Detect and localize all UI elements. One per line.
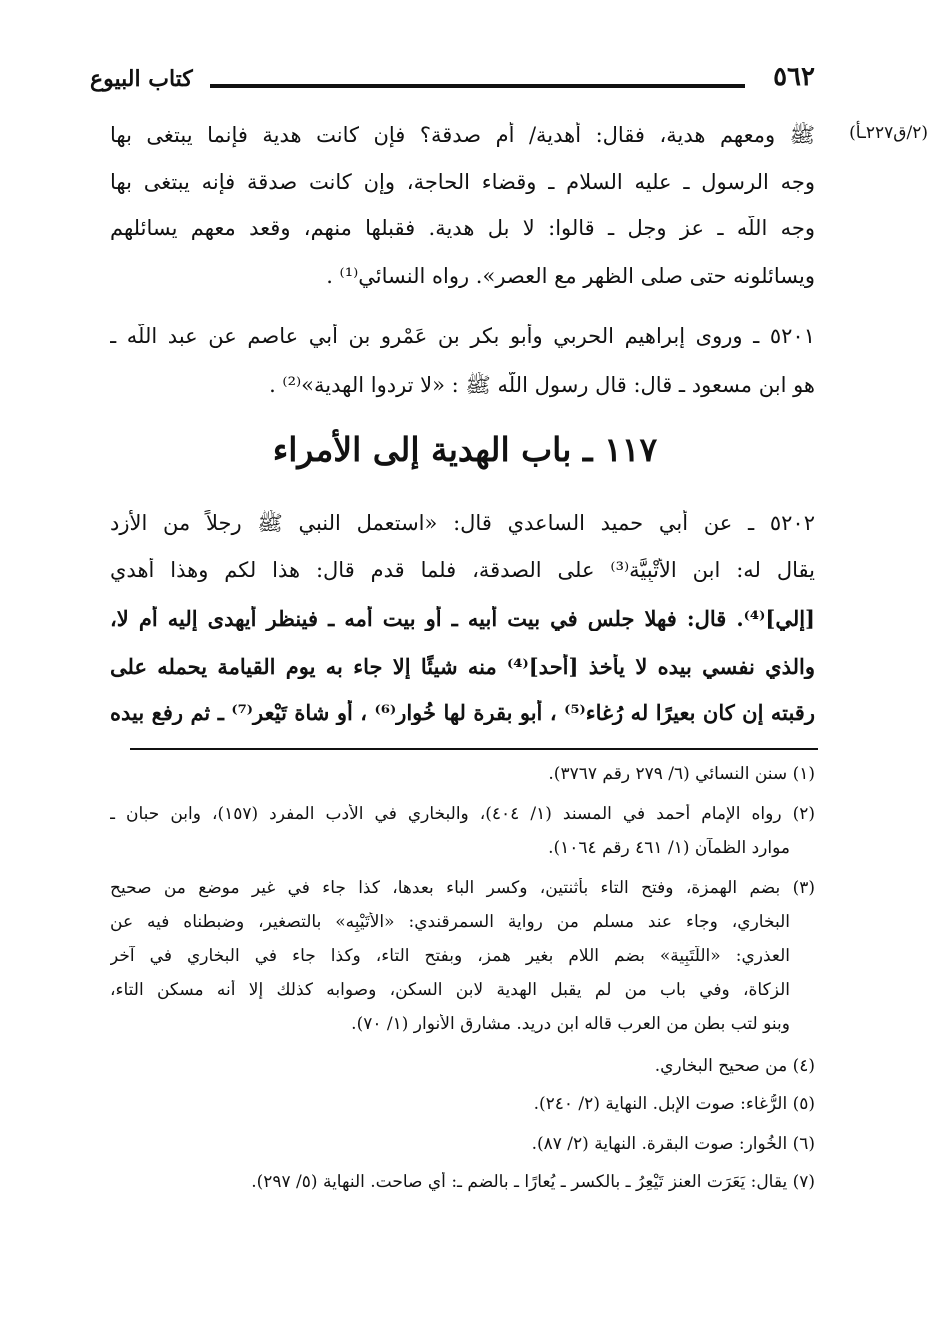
running-title: كتاب البيوع: [90, 66, 193, 92]
text-line: [إلي]⁽⁴⁾. قال: فهلا جلس في بيت أبيه ـ أو بيت أمه ـ فينظر أيهدى إليه أم لا،: [110, 606, 815, 631]
footnote-line: (٥) الرُّغاء: صوت الإبل. النهاية (٢/ ٢٤٠).: [533, 1094, 815, 1114]
manuscript-margin-note: (٢/ق٢٢٧ـأ): [849, 123, 928, 143]
text-line: ويسائلونه حتى صلى الظهر مع العصر». رواه النسائي⁽¹⁾ .: [326, 264, 815, 288]
hadith-5201-line: ٥٢٠١ ـ وروى إبراهيم الحربي وأبو بكر بن عَمْرو بن أبي عاصم عن عبد اللّه ـ: [110, 324, 815, 348]
page-number: ٥٦٢: [773, 62, 815, 92]
footnote-line: (١) سنن النسائي (٦/ ٢٧٩ رقم ٣٧٦٧).: [548, 764, 815, 784]
footnote-line: (٦) الخُوار: صوت البقرة. النهاية (٢/ ٨٧).: [531, 1134, 815, 1154]
header-rule: [210, 84, 745, 88]
footnote-line: موارد الظمآن (١/ ٤٦١ رقم ١٠٦٤).: [548, 838, 790, 858]
footnote-line: (٣) بضم الهمزة، وفتح التاء بأثنتين، وكسر الباء بعدها، كذا جاء في غير موضع من صحيح: [110, 878, 815, 898]
footnote-line: (٤) من صحيح البخاري.: [654, 1056, 815, 1076]
chapter-heading: ١١٧ ـ باب الهدية إلى الأمراء: [272, 430, 658, 469]
text-line: والذي نفسي بيده لا يأخذ [أحد]⁽⁴⁾ منه شيئًا إلا جاء به يوم القيامة يحمله على: [110, 654, 815, 679]
text-line: يقال له: ابن الأُتْبِيَّة⁽³⁾ على الصدقة، فلما قدم قال: هذا لكم وهذا أهدي: [110, 558, 815, 582]
text-line: وجه الرسول ـ عليه السلام ـ وقضاء الحاجة، وإن كانت صدقة فإنه يبتغى بها: [110, 170, 815, 194]
footnote-separator: [130, 748, 818, 750]
text-line: ﷺ ومعهم هدية، فقال: أهدية/ أم صدقة؟ فإن كانت هدية فإنما يبتغى بها: [110, 123, 815, 147]
footnote-line: البخاري، وجاء عند مسلم من رواية السمرقندي: «الأُتَيْبِه» بالتصغير، وضبطناه فيه عن: [110, 912, 790, 932]
page-header: [90, 62, 815, 98]
footnote-line: (٧) يقال: يَعَرَت العنز تَيْعِرُ ـ بالكسر ـ يُعارًا ـ بالضم ـ: أي صاحت. النهاية (٥/ ٢٩٧).: [251, 1172, 815, 1192]
hadith-5202-line: ٥٢٠٢ ـ عن أبي حميد الساعدي قال: «استعمل النبي ﷺ رجلاً من الأزد: [110, 511, 815, 535]
footnote-line: العذري: «اللُّتَبِية» بضم اللام بغير همز، وبفتح التاء، وكذا جاء في البخاري في آخر: [110, 946, 790, 966]
text-line: رقبته إن كان بعيرًا له رُغاء⁽⁵⁾ ، أبو بقرة لها خُوار⁽⁶⁾ ، أو شاة تَيْعر⁽⁷⁾ ـ ثم رفع بيده: [110, 700, 815, 725]
footnote-line: (٢) رواه الإمام أحمد في المسند (١/ ٤٠٤)، والبخاري في الأدب المفرد (١٥٧)، وابن حبان ـ: [110, 804, 815, 824]
text-line: هو ابن مسعود ـ قال: قال رسول اللّه ﷺ : «لا تردوا الهدية»⁽²⁾ .: [269, 373, 815, 397]
footnote-line: وبنو لتب بطن من العرب قاله ابن دريد. مشارق الأنوار (١/ ٧٠).: [351, 1014, 790, 1034]
text-line: وجه اللّه ـ عز وجل ـ قالوا: لا بل هدية. فقبلها منهم، وقعد معهم يسائلهم: [110, 216, 815, 240]
footnote-line: الزكاة، وفي باب من لم يقبل الهدية لابن السكن، وصوابه كذلك إلا أنه مسكن التاء،: [110, 980, 790, 1000]
